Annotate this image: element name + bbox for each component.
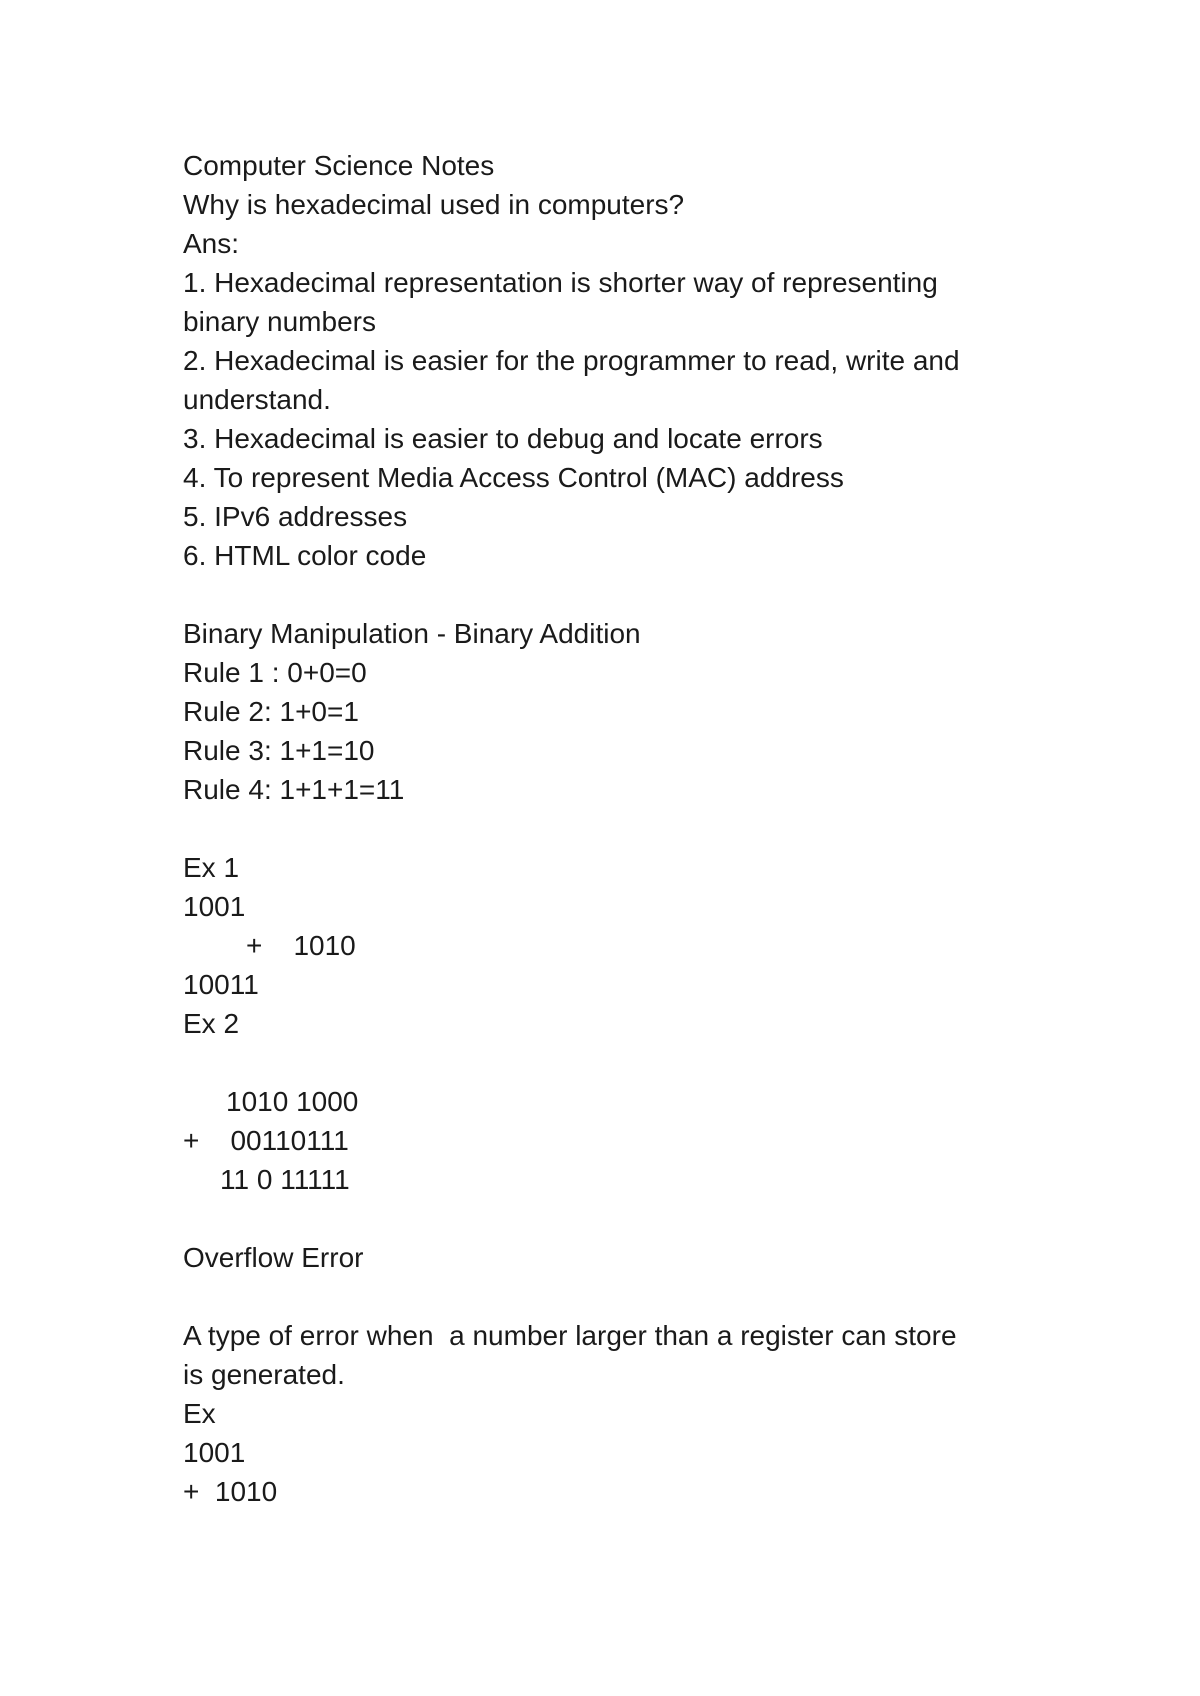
overflow-operand1: 1001 — [183, 1437, 246, 1468]
answer-line: understand. — [183, 384, 331, 415]
overflow-definition-line: is generated. — [183, 1359, 345, 1390]
answer-label: Ans: — [183, 228, 240, 259]
overflow-operand2: + 1010 — [183, 1476, 278, 1507]
answer-line: 3. Hexadecimal is easier to debug and locate errors — [183, 423, 823, 454]
example2-label: Ex 2 — [183, 1008, 240, 1039]
rule-line: Rule 4: 1+1+1=11 — [183, 774, 405, 805]
answer-line: 1. Hexadecimal representation is shorter way of representing — [183, 267, 938, 298]
example1-label: Ex 1 — [183, 852, 240, 883]
document-title: Computer Science Notes — [183, 150, 495, 181]
binary-section-heading: Binary Manipulation - Binary Addition — [183, 618, 641, 649]
example1-result: 10011 — [183, 969, 259, 1000]
overflow-heading: Overflow Error — [183, 1242, 364, 1273]
example2-operand1: 1010 1000 — [226, 1086, 359, 1117]
answer-line: 5. IPv6 addresses — [183, 501, 408, 532]
example2-operand2: + 00110111 — [183, 1125, 349, 1156]
rule-line: Rule 3: 1+1=10 — [183, 735, 375, 766]
rule-line: Rule 2: 1+0=1 — [183, 696, 359, 727]
example2-result: 11 0 11111 — [220, 1164, 350, 1195]
answer-line: 4. To represent Media Access Control (MAC) address — [183, 462, 844, 493]
overflow-definition-line: A type of error when a number larger than a register can store — [183, 1320, 957, 1351]
answer-line: 6. HTML color code — [183, 540, 427, 571]
answer-line: 2. Hexadecimal is easier for the programmer to read, write and — [183, 345, 960, 376]
example1-operand2: + 1010 — [246, 930, 356, 961]
overflow-example-label: Ex — [183, 1398, 216, 1429]
answer-line: binary numbers — [183, 306, 376, 337]
question-text: Why is hexadecimal used in computers? — [183, 189, 685, 220]
example1-operand1: 1001 — [183, 891, 246, 922]
rule-line: Rule 1 : 0+0=0 — [183, 657, 367, 688]
